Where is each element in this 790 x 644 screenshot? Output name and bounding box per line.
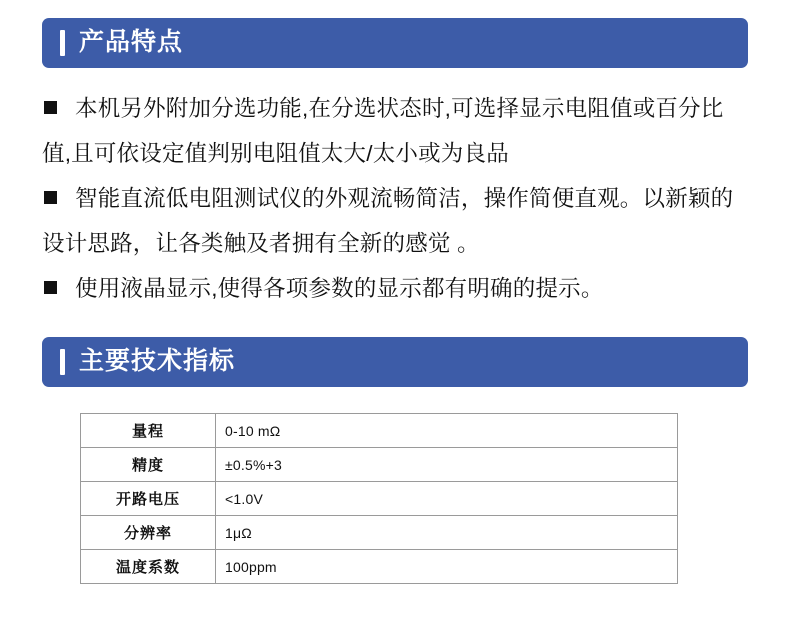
specs-section-header: [42, 337, 748, 387]
spec-value: 1μΩ: [216, 516, 678, 550]
spec-key: 量程: [81, 414, 216, 448]
square-bullet-icon: [44, 281, 57, 294]
specs-section-title: 主要技术指标: [79, 346, 236, 375]
table-row: [81, 414, 678, 448]
list-item: [42, 176, 748, 266]
spec-key: 分辨率: [81, 516, 216, 550]
spec-value: 100ppm: [216, 550, 678, 584]
specs-table-container: [42, 413, 748, 584]
features-list: [42, 86, 748, 311]
spec-value: 0-10 mΩ: [216, 414, 678, 448]
spec-key: 精度: [81, 448, 216, 482]
spec-key: 开路电压: [81, 482, 216, 516]
features-section-header: [42, 18, 748, 68]
square-bullet-icon: [44, 191, 57, 204]
header-accent-bar: [60, 30, 65, 56]
header-accent-bar: [60, 349, 65, 375]
list-item: [42, 86, 748, 176]
spec-key: 温度系数: [81, 550, 216, 584]
list-item: [42, 266, 748, 311]
feature-text: 智能直流低电阻测试仪的外观流畅简洁，操作简便直观。以新颖的设计思路，让各类触及者拥有全新的感觉 。: [42, 186, 734, 256]
square-bullet-icon: [44, 101, 57, 114]
feature-text: 本机另外附加分选功能,在分选状态时,可选择显示电阻值或百分比值,且可依设定值判别电阻值太大/太小或为良品: [42, 96, 724, 166]
table-row: [81, 550, 678, 584]
table-row: [81, 448, 678, 482]
product-info-page: [0, 18, 790, 644]
spec-value: ±0.5%+3: [216, 448, 678, 482]
table-row: [81, 482, 678, 516]
table-row: [81, 516, 678, 550]
spec-value: <1.0V: [216, 482, 678, 516]
features-section-title: 产品特点: [79, 27, 184, 56]
feature-text: 使用液晶显示,使得各项参数的显示都有明确的提示。: [75, 276, 604, 301]
specs-table: [80, 413, 678, 584]
